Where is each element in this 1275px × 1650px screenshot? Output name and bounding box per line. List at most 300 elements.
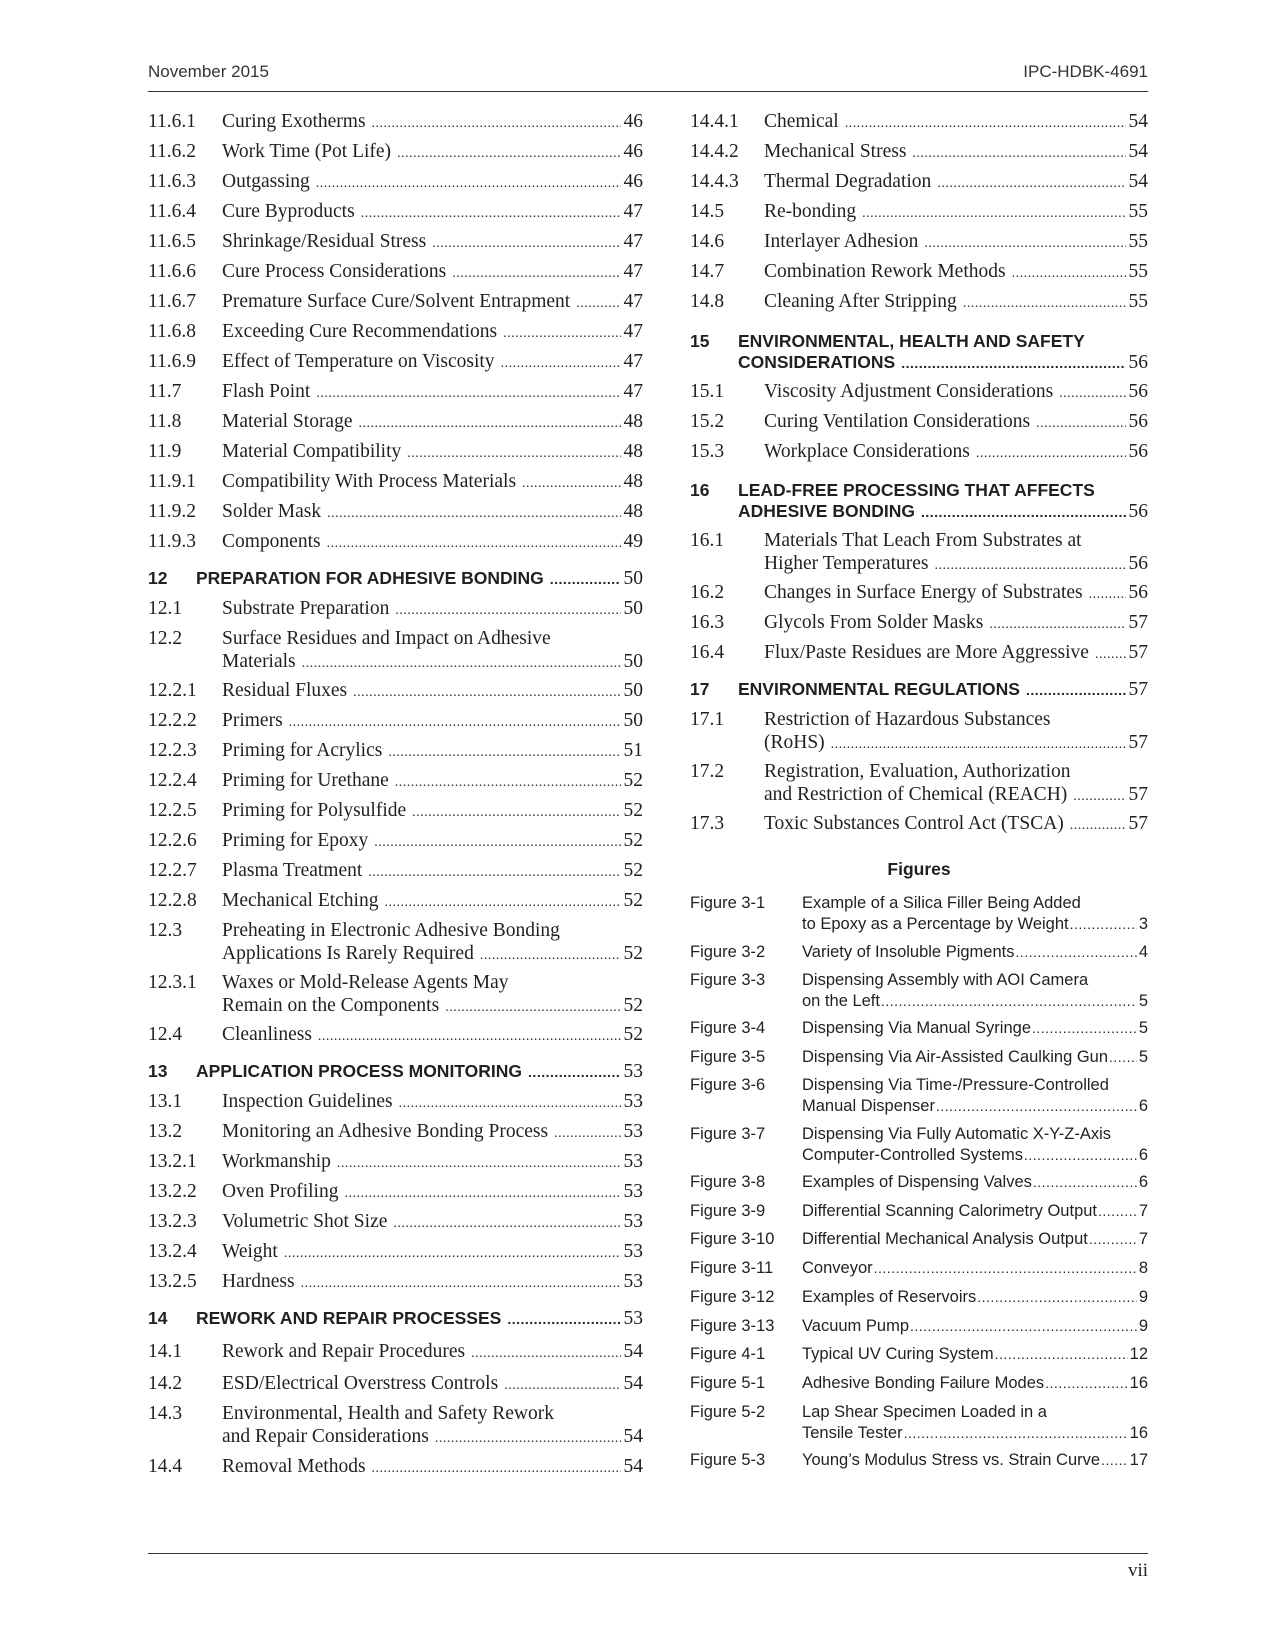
dot-leader — [977, 1287, 1137, 1308]
dot-leader — [374, 832, 620, 855]
dot-leader — [327, 533, 621, 556]
toc-entry-number: 17.1 — [690, 709, 725, 730]
figure-number: Figure 3-7 — [690, 1125, 766, 1143]
toc-page-number: 57 — [1128, 783, 1148, 805]
toc-page-number: 56 — [1128, 441, 1148, 462]
dot-leader — [372, 1458, 621, 1481]
toc-entry-title: Changes in Surface Energy of Substrates — [764, 582, 1083, 603]
figure-number: Figure 3-10 — [690, 1230, 775, 1248]
toc-entry-number: 16.2 — [690, 582, 725, 603]
toc-entry-title: Weight — [222, 1241, 278, 1262]
figures-heading: Figures — [887, 859, 951, 879]
figure-title: Examples of Dispensing Valves — [802, 1173, 1032, 1191]
toc-entry-title: Premature Surface Cure/Solvent Entrapment — [222, 291, 571, 312]
page-number: vii — [1127, 1560, 1148, 1581]
header-doc-id: IPC-HDBK-4691 — [1023, 62, 1148, 81]
toc-entry-number: 11.6.7 — [148, 291, 197, 312]
dot-leader — [1070, 914, 1137, 935]
figure-title: Manual Dispenser — [802, 1096, 935, 1115]
toc-entry-number: 16.4 — [690, 642, 725, 663]
dot-leader — [937, 173, 1125, 196]
toc-entry-number: 13.1 — [148, 1091, 183, 1112]
toc-entry-title: Materials — [222, 650, 296, 672]
dot-leader — [1012, 263, 1126, 286]
figure-number: Figure 5-1 — [690, 1374, 766, 1392]
dot-leader — [1032, 1018, 1137, 1039]
toc-entry-number: 11.9 — [148, 441, 182, 462]
toc-page-number: 55 — [1128, 261, 1148, 282]
figure-title: Dispensing Via Air-Assisted Caulking Gun — [802, 1048, 1109, 1066]
toc-entry-title: (RoHS) — [764, 731, 825, 753]
toc-entry-title: Mechanical Stress — [764, 141, 907, 162]
dot-leader — [316, 383, 620, 406]
dot-leader — [412, 802, 620, 825]
figure-number: Figure 4-1 — [690, 1345, 766, 1363]
toc-page-number: 56 — [1128, 501, 1148, 522]
toc-entry-title: Workmanship — [222, 1151, 331, 1172]
dot-leader — [432, 233, 620, 256]
dot-leader — [353, 682, 620, 705]
toc-entry-number: 13.2.4 — [148, 1241, 197, 1262]
toc-page-number: 53 — [623, 1211, 643, 1232]
toc-entry-title: Substrate Preparation — [222, 598, 390, 619]
toc-page-number: 47 — [623, 261, 643, 282]
toc-entry-number: 11.6.2 — [148, 141, 197, 162]
dot-leader — [395, 772, 621, 795]
toc-entry-number: 11.6.8 — [148, 321, 197, 342]
toc-entry-number: 15 — [690, 331, 710, 351]
toc-entry-number: 14.4.3 — [690, 171, 739, 192]
toc-page-number: 52 — [623, 890, 643, 911]
toc-entry-title: Compatibility With Process Materials — [222, 471, 517, 492]
toc-page-number: 54 — [623, 1456, 643, 1477]
dot-leader — [407, 443, 620, 466]
toc-entry-number: 12.4 — [148, 1024, 183, 1045]
toc-page-number: 46 — [623, 171, 643, 192]
toc-entry-number: 12.2.3 — [148, 740, 197, 761]
toc-entry-number: 12.2.4 — [148, 770, 197, 791]
toc-entry-number: 14.5 — [690, 201, 725, 222]
toc-page-number: 50 — [623, 568, 643, 589]
toc-page-number: 6 — [1138, 1145, 1148, 1164]
toc-page-number: 48 — [623, 471, 643, 492]
toc-entry-title: and Repair Considerations — [222, 1425, 429, 1447]
toc-entry-title: Flash Point — [222, 381, 311, 402]
figure-number: Figure 5-2 — [690, 1403, 766, 1421]
toc-entry-title: Rework and Repair Procedures — [222, 1341, 466, 1362]
toc-page-number: 53 — [623, 1121, 643, 1142]
figure-number: Figure 3-12 — [690, 1288, 775, 1306]
dot-leader — [399, 1093, 621, 1116]
toc-entry-number: 12.2.8 — [148, 890, 197, 911]
dot-leader — [831, 734, 1126, 757]
dot-leader — [862, 203, 1125, 226]
dot-leader — [874, 1258, 1137, 1279]
toc-entry-title: Chemical — [764, 111, 839, 132]
dot-leader — [327, 503, 620, 526]
toc-entry-number: 12.3.1 — [148, 972, 197, 993]
toc-page-number: 47 — [623, 381, 643, 402]
toc-entry-title: and Restriction of Chemical (REACH) — [764, 783, 1068, 805]
toc-entry-number: 13.2.2 — [148, 1181, 197, 1202]
toc-entry-number: 11.9.1 — [148, 471, 197, 492]
toc-entry-number: 13.2.5 — [148, 1271, 197, 1292]
toc-page-number: 46 — [623, 111, 643, 132]
dot-leader — [910, 1316, 1137, 1337]
toc-entry-title: Material Compatibility — [222, 441, 402, 462]
dot-leader — [924, 233, 1125, 256]
toc-entry-number: 11.6.4 — [148, 201, 197, 222]
toc-entry-number: 12.2.5 — [148, 800, 197, 821]
toc-entry-number: 11.6.1 — [148, 111, 197, 132]
toc-entry-number: 12.1 — [148, 598, 183, 619]
toc-entry-title: APPLICATION PROCESS MONITORING — [196, 1061, 523, 1081]
dot-leader — [344, 1183, 620, 1206]
toc-page-number: 47 — [623, 231, 643, 252]
dot-leader — [1073, 786, 1125, 809]
toc-page-number: 50 — [623, 650, 643, 672]
dot-leader — [480, 945, 621, 968]
toc-entry-title: Oven Profiling — [222, 1181, 339, 1202]
figure-title: Differential Mechanical Analysis Output — [802, 1230, 1088, 1248]
toc-page-number: 51 — [623, 740, 643, 761]
toc-page-number: 55 — [1128, 231, 1148, 252]
toc-entry-title: Effect of Temperature on Viscosity — [222, 351, 495, 372]
dot-leader — [881, 991, 1137, 1012]
toc-page-number: 53 — [623, 1241, 643, 1262]
dot-leader — [384, 892, 620, 915]
toc-entry-title: Components — [222, 531, 321, 552]
dot-leader — [318, 1026, 621, 1049]
dot-leader — [935, 555, 1126, 578]
toc-entry-title: ADHESIVE BONDING — [738, 501, 915, 521]
toc-page-number: 52 — [623, 942, 643, 964]
toc-page-number: 47 — [623, 321, 643, 342]
toc-page-number: 56 — [1128, 411, 1148, 432]
toc-page-number: 55 — [1128, 291, 1148, 312]
dot-leader — [1098, 1201, 1137, 1222]
toc-entry-title: Cleaning After Stripping — [764, 291, 957, 312]
toc-entry-number: 11.7 — [148, 381, 182, 402]
figure-title: Dispensing Via Manual Syringe — [802, 1019, 1031, 1037]
toc-entry-title: Workplace Considerations — [764, 441, 970, 462]
toc-entry-title: ENVIRONMENTAL, HEALTH AND SAFETY — [738, 331, 1085, 351]
toc-page-number: 9 — [1138, 1288, 1148, 1306]
figure-title: Lap Shear Specimen Loaded in a — [802, 1403, 1047, 1421]
toc-entry-title: Thermal Degradation — [764, 171, 932, 192]
dot-leader — [1109, 1047, 1137, 1068]
toc-entry-number: 14.4 — [148, 1456, 183, 1477]
dot-leader — [397, 143, 620, 166]
toc-entry-title: Residual Fluxes — [222, 680, 348, 701]
toc-entry-title: Toxic Substances Control Act (TSCA) — [764, 813, 1064, 834]
figure-number: Figure 3-9 — [690, 1202, 766, 1220]
toc-page-number: 9 — [1138, 1317, 1148, 1335]
toc-entry-number: 12.3 — [148, 920, 183, 941]
figure-number: Figure 3-4 — [690, 1019, 766, 1037]
toc-page-number: 54 — [623, 1373, 643, 1394]
dot-leader — [550, 569, 621, 590]
toc-page-number: 54 — [1128, 171, 1148, 192]
toc-entry-title: Inspection Guidelines — [222, 1091, 393, 1112]
dot-leader — [501, 353, 621, 376]
toc-entry-number: 14.1 — [148, 1341, 183, 1362]
toc-entry-title: Interlayer Adhesion — [764, 231, 919, 252]
toc-entry-title: PREPARATION FOR ADHESIVE BONDING — [196, 568, 544, 588]
toc-entry-title: Glycols From Solder Masks — [764, 612, 984, 633]
toc-entry-number: 13.2.1 — [148, 1151, 197, 1172]
toc-entry-title: Primers — [222, 710, 283, 731]
toc-entry-title: Flux/Paste Residues are More Aggressive — [764, 642, 1089, 663]
toc-entry-title: Mechanical Etching — [222, 890, 379, 911]
toc-page-number: 52 — [623, 860, 643, 881]
header-date: November 2015 — [148, 62, 269, 81]
toc-entry-number: 11.8 — [148, 411, 182, 432]
toc-entry-title: Exceeding Cure Recommendations — [222, 321, 498, 342]
toc-page-number: 50 — [623, 598, 643, 619]
toc-page-number: 55 — [1128, 201, 1148, 222]
dot-leader — [1026, 680, 1126, 701]
toc-page-number: 5 — [1138, 1048, 1148, 1066]
toc-entry-title: ESD/Electrical Overstress Controls — [222, 1373, 499, 1394]
toc-entry-title: Work Time (Pot Life) — [222, 141, 392, 162]
dot-leader — [372, 113, 621, 136]
toc-entry-number: 12.2 — [148, 628, 183, 649]
dot-leader — [1101, 1450, 1128, 1471]
figure-title: Young’s Modulus Stress vs. Strain Curve — [802, 1451, 1101, 1469]
toc-page-number: 54 — [623, 1425, 643, 1447]
dot-leader — [284, 1243, 621, 1266]
toc-page-number: 5 — [1138, 1019, 1148, 1037]
toc-page-number: 7 — [1138, 1230, 1148, 1248]
toc-entry-number: 13.2 — [148, 1121, 183, 1142]
dot-leader — [445, 997, 620, 1020]
toc-entry-number: 11.9.3 — [148, 531, 197, 552]
dot-leader — [912, 143, 1125, 166]
dot-leader — [316, 173, 621, 196]
toc-page-number: 47 — [623, 291, 643, 312]
toc-entry-title: Removal Methods — [222, 1456, 366, 1477]
toc-entry-title: Environmental, Health and Safety Rework — [222, 1403, 554, 1424]
toc-page-number: 16 — [1129, 1374, 1148, 1392]
toc-entry-number: 12 — [148, 568, 168, 588]
toc-entry-number: 15.1 — [690, 381, 725, 402]
toc-entry-number: 17 — [690, 679, 710, 699]
dot-leader — [989, 614, 1125, 637]
toc-page-number: 16 — [1129, 1423, 1148, 1442]
dot-leader — [936, 1096, 1137, 1117]
toc-entry-number: 11.6.9 — [148, 351, 197, 372]
dot-leader — [435, 1428, 621, 1451]
toc-page-number: 54 — [623, 1341, 643, 1362]
toc-entry-number: 14.4.2 — [690, 141, 739, 162]
dot-leader — [522, 473, 620, 496]
toc-entry-title: Priming for Acrylics — [222, 740, 383, 761]
figure-number: Figure 3-5 — [690, 1048, 766, 1066]
toc-entry-title: Shrinkage/Residual Stress — [222, 231, 427, 252]
figure-title: Example of a Silica Filler Being Added — [802, 894, 1081, 912]
toc-entry-title: Cure Process Considerations — [222, 261, 447, 282]
dot-leader — [921, 502, 1126, 523]
toc-entry-title: Combination Rework Methods — [764, 261, 1006, 282]
toc-entry-title: Viscosity Adjustment Considerations — [764, 381, 1054, 402]
toc-entry-title: REWORK AND REPAIR PROCESSES — [196, 1308, 502, 1328]
toc-entry-number: 17.2 — [690, 761, 725, 782]
toc-entry-title: Applications Is Rarely Required — [222, 942, 474, 964]
toc-entry-number: 14.7 — [690, 261, 725, 282]
header-rule — [148, 91, 1148, 92]
figure-number: Figure 3-1 — [690, 894, 766, 912]
toc-entry-number: 14.6 — [690, 231, 725, 252]
toc-entry-title: Surface Residues and Impact on Adhesive — [222, 628, 551, 649]
toc-entry-number: 14.8 — [690, 291, 725, 312]
toc-entry-number: 14 — [148, 1308, 168, 1328]
toc-page-number: 53 — [623, 1061, 643, 1082]
dot-leader — [845, 113, 1126, 136]
dot-leader — [302, 653, 621, 676]
figure-number: Figure 3-2 — [690, 943, 766, 961]
toc-entry-title: Priming for Urethane — [222, 770, 389, 791]
dot-leader — [393, 1213, 620, 1236]
dot-leader — [1045, 1373, 1127, 1394]
toc-entry-title: Hardness — [222, 1271, 295, 1292]
toc-entry-number: 16.1 — [690, 530, 725, 551]
toc-page-number: 56 — [1128, 552, 1148, 574]
toc-entry-title: Restriction of Hazardous Substances — [764, 709, 1051, 730]
toc-page-number: 53 — [623, 1151, 643, 1172]
toc-page-number: 54 — [1128, 111, 1148, 132]
toc-page-number: 52 — [623, 830, 643, 851]
toc-entry-title: Waxes or Mold-Release Agents May — [222, 972, 509, 993]
toc-page-number: 6 — [1138, 1173, 1148, 1191]
figure-number: Figure 3-13 — [690, 1317, 775, 1335]
dot-leader — [395, 600, 620, 623]
toc-entry-title: Preheating in Electronic Adhesive Bonding — [222, 920, 560, 941]
toc-page-number: 3 — [1138, 914, 1148, 933]
toc-page-number: 47 — [623, 201, 643, 222]
toc-entry-title: Volumetric Shot Size — [222, 1211, 388, 1232]
toc-page-number: 4 — [1138, 943, 1148, 961]
figure-title: Differential Scanning Calorimetry Output — [802, 1202, 1098, 1220]
toc-entry-number: 16.3 — [690, 612, 725, 633]
toc-entry-number: 11.9.2 — [148, 501, 197, 522]
figure-title: Typical UV Curing System — [802, 1345, 994, 1363]
dot-leader — [1059, 383, 1125, 406]
figure-title: to Epoxy as a Percentage by Weight — [802, 914, 1069, 933]
toc-entry-number: 11.6.6 — [148, 261, 197, 282]
dot-leader — [554, 1123, 620, 1146]
toc-page-number: 17 — [1129, 1451, 1148, 1469]
dot-leader — [337, 1153, 621, 1176]
toc-page-number: 50 — [623, 680, 643, 701]
toc-entry-title: ENVIRONMENTAL REGULATIONS — [738, 679, 1020, 699]
toc-page-number: 53 — [623, 1308, 643, 1329]
dot-leader — [504, 1375, 620, 1398]
dot-leader — [1089, 1229, 1137, 1250]
toc-page-number: 57 — [1128, 813, 1148, 834]
toc-entry-number: 13 — [148, 1061, 168, 1081]
toc-entry-title: Cure Byproducts — [222, 201, 355, 222]
toc-page-number: 5 — [1138, 991, 1148, 1010]
dot-leader — [507, 1309, 620, 1330]
toc-entry-title: CONSIDERATIONS — [738, 352, 896, 372]
toc-entry-number: 14.2 — [148, 1373, 183, 1394]
toc-page-number: 48 — [623, 501, 643, 522]
toc-entry-title: Monitoring an Adhesive Bonding Process — [222, 1121, 549, 1142]
dot-leader — [1089, 584, 1126, 607]
figure-title: Dispensing Assembly with AOI Camera — [802, 971, 1089, 989]
toc-entry-number: 16 — [690, 480, 710, 500]
dot-leader — [576, 293, 620, 316]
toc-page-number: 52 — [623, 770, 643, 791]
toc-entry-title: Higher Temperatures — [764, 552, 929, 574]
dot-leader — [301, 1273, 621, 1296]
figure-number: Figure 3-6 — [690, 1076, 766, 1094]
toc-entry-number: 12.2.2 — [148, 710, 197, 731]
toc-entry-number: 11.6.3 — [148, 171, 197, 192]
toc-page-number: 52 — [623, 1024, 643, 1045]
toc-entry-title: Material Storage — [222, 411, 353, 432]
dot-leader — [963, 293, 1126, 316]
toc-page-number: 57 — [1128, 679, 1148, 700]
dot-leader — [1033, 1172, 1137, 1193]
toc-page-number: 56 — [1128, 352, 1148, 373]
figure-title: Tensile Tester — [802, 1423, 903, 1442]
toc-entry-number: 12.2.1 — [148, 680, 197, 701]
toc-entry-number: 12.2.7 — [148, 860, 197, 881]
dot-leader — [1070, 815, 1126, 838]
toc-page-number: 52 — [623, 800, 643, 821]
toc-entry-title: Curing Ventilation Considerations — [764, 411, 1031, 432]
toc-entry-title: Priming for Polysulfide — [222, 800, 407, 821]
toc-entry-number: 13.2.3 — [148, 1211, 197, 1232]
toc-page-number: 52 — [623, 994, 643, 1016]
toc-entry-title: Solder Mask — [222, 501, 322, 522]
dot-leader — [368, 862, 620, 885]
toc-page-number: 46 — [623, 141, 643, 162]
toc-entry-title: Materials That Leach From Substrates at — [764, 530, 1082, 551]
toc-entry-title: Cleanliness — [222, 1024, 312, 1045]
dot-leader — [359, 413, 621, 436]
figure-number: Figure 3-8 — [690, 1173, 766, 1191]
toc-entry-title: Priming for Epoxy — [222, 830, 369, 851]
toc-page-number: 56 — [1128, 381, 1148, 402]
toc-page-number: 57 — [1128, 642, 1148, 663]
figure-title: Conveyor — [802, 1259, 873, 1277]
figure-number: Figure 5-3 — [690, 1451, 766, 1469]
figure-title: on the Left — [802, 991, 880, 1010]
toc-page-number: 56 — [1128, 582, 1148, 603]
dot-leader — [388, 742, 620, 765]
dot-leader — [904, 1423, 1128, 1444]
figure-title: Examples of Reservoirs — [802, 1288, 977, 1306]
toc-page-number: 47 — [623, 351, 643, 372]
dot-leader — [361, 203, 621, 226]
figure-title: Variety of Insoluble Pigments — [802, 943, 1015, 961]
dot-leader — [471, 1343, 620, 1366]
dot-leader — [1095, 644, 1126, 667]
toc-entry-title: Registration, Evaluation, Authorization — [764, 761, 1071, 782]
dot-leader — [528, 1062, 620, 1083]
toc-entry-title: Plasma Treatment — [222, 860, 363, 881]
toc-entry-number: 14.4.1 — [690, 111, 739, 132]
toc-page-number: 49 — [623, 531, 643, 552]
dot-leader — [1015, 942, 1136, 963]
dot-leader — [1036, 413, 1125, 436]
dot-leader — [901, 353, 1125, 374]
toc-entry-number: 14.3 — [148, 1403, 183, 1424]
toc-page-number: 48 — [623, 411, 643, 432]
